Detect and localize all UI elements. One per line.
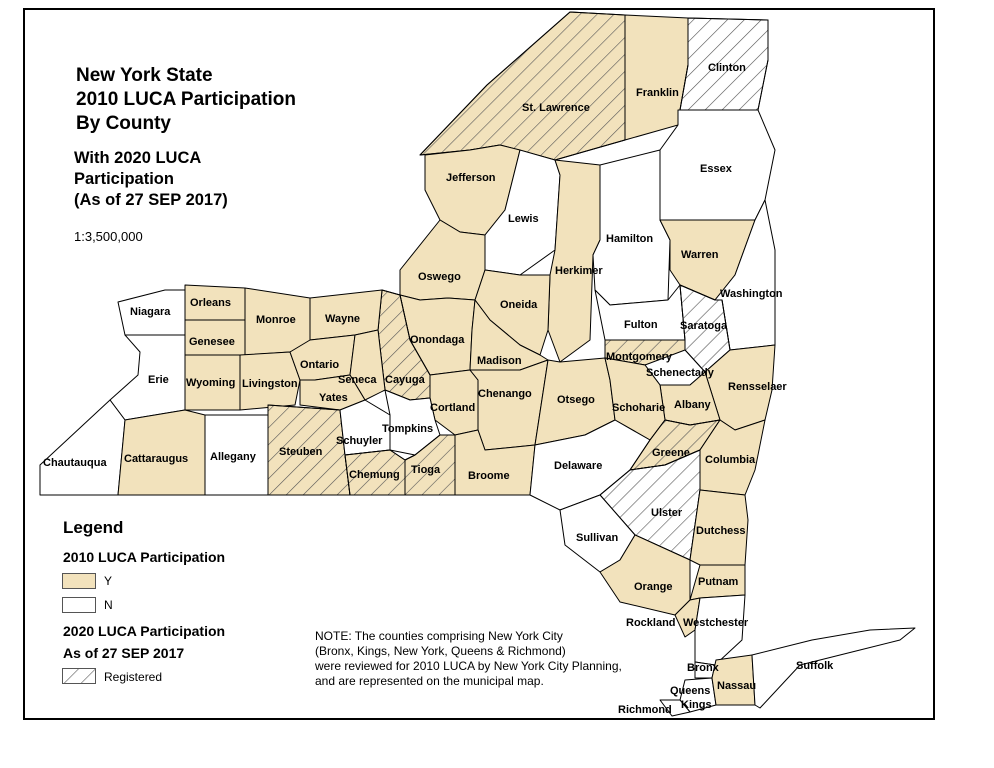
label-niagara: Niagara bbox=[130, 306, 171, 318]
legend-swatch-registered bbox=[62, 668, 96, 684]
label-fulton: Fulton bbox=[624, 319, 658, 331]
label-cortland: Cortland bbox=[430, 402, 476, 414]
label-richmond: Richmond bbox=[618, 704, 672, 716]
label-wayne: Wayne bbox=[325, 313, 361, 325]
county-st-lawrence-hatch bbox=[420, 12, 625, 160]
label-washington: Washington bbox=[720, 288, 783, 300]
label-genesee: Genesee bbox=[189, 336, 235, 348]
map-subtitle bbox=[74, 148, 228, 211]
map-scale: 1:3,500,000 bbox=[74, 229, 143, 244]
label-clinton: Clinton bbox=[708, 62, 746, 74]
label-yates: Yates bbox=[319, 392, 348, 404]
label-otsego: Otsego bbox=[557, 394, 595, 406]
label-schoharie: Schoharie bbox=[612, 402, 666, 414]
note-line-3: were reviewed for 2010 LUCA by New York City Planning, bbox=[315, 659, 622, 673]
map-title bbox=[76, 64, 296, 136]
legend-swatch-yes bbox=[62, 573, 96, 589]
label-suffolk: Suffolk bbox=[796, 660, 834, 672]
county-hamilton bbox=[593, 150, 670, 305]
label-warren: Warren bbox=[681, 249, 719, 261]
title-line-1: New York State bbox=[76, 65, 213, 86]
label-oneida: Oneida bbox=[500, 299, 538, 311]
subtitle-line-2: Participation bbox=[74, 170, 174, 188]
legend-2020-date: As of 27 SEP 2017 bbox=[63, 645, 185, 661]
legend-2010-heading: 2010 LUCA Participation bbox=[63, 549, 226, 565]
label-kings: Kings bbox=[681, 699, 712, 711]
label-albany: Albany bbox=[674, 399, 711, 411]
label-erie: Erie bbox=[148, 374, 169, 386]
county-chautauqua bbox=[40, 400, 125, 495]
label-franklin: Franklin bbox=[636, 87, 679, 99]
label-westchester: Westchester bbox=[683, 617, 749, 629]
subtitle-line-3: (As of 27 SEP 2017) bbox=[74, 191, 228, 209]
label-putnam: Putnam bbox=[698, 576, 739, 588]
label-madison: Madison bbox=[477, 355, 522, 367]
legend-2020-heading: 2020 LUCA Participation bbox=[63, 623, 226, 639]
legend-swatch-no bbox=[62, 597, 96, 613]
label-saratoga: Saratoga bbox=[680, 320, 728, 332]
label-tioga: Tioga bbox=[411, 464, 441, 476]
label-chemung: Chemung bbox=[349, 469, 400, 481]
label-nassau: Nassau bbox=[717, 680, 757, 692]
label-rensselaer: Rensselaer bbox=[728, 381, 787, 393]
note-line-4: and are represented on the municipal map. bbox=[315, 674, 544, 688]
label-sullivan: Sullivan bbox=[576, 532, 619, 544]
label-dutchess: Dutchess bbox=[696, 525, 746, 537]
label-cattaraugus: Cattaraugus bbox=[124, 453, 189, 465]
subtitle-line-1: With 2020 LUCA bbox=[74, 149, 202, 167]
label-orange: Orange bbox=[634, 581, 673, 593]
title-line-3: By County bbox=[76, 113, 171, 134]
label-delaware: Delaware bbox=[554, 460, 603, 472]
label-chenango: Chenango bbox=[478, 388, 532, 400]
label-montgomery: Montgomery bbox=[606, 351, 672, 363]
nyc-note bbox=[315, 629, 685, 689]
label-cayuga: Cayuga bbox=[385, 374, 425, 386]
label-columbia: Columbia bbox=[705, 454, 756, 466]
label-broome: Broome bbox=[468, 470, 510, 482]
note-line-2: (Bronx, Kings, New York, Queens & Richmond) bbox=[315, 644, 566, 658]
label-steuben: Steuben bbox=[279, 446, 323, 458]
note-line-1: NOTE: The counties comprising New York City bbox=[315, 629, 563, 643]
label-jefferson: Jefferson bbox=[446, 172, 496, 184]
label-ontario: Ontario bbox=[300, 359, 340, 371]
county-suffolk bbox=[752, 628, 915, 708]
label-queens: Queens bbox=[670, 685, 711, 697]
label-chautauqua: Chautauqua bbox=[43, 457, 107, 469]
label-rockland: Rockland bbox=[626, 617, 676, 629]
county-westchester bbox=[695, 595, 745, 665]
label-onondaga: Onondaga bbox=[410, 334, 465, 346]
label-tompkins: Tompkins bbox=[382, 423, 434, 435]
legend-heading: Legend bbox=[63, 518, 124, 537]
label-lewis: Lewis bbox=[508, 213, 539, 225]
label-herkimer: Herkimer bbox=[555, 265, 603, 277]
label-orleans: Orleans bbox=[190, 297, 231, 309]
label-st-lawrence: St. Lawrence bbox=[522, 102, 590, 114]
label-essex: Essex bbox=[700, 163, 732, 175]
legend-registered-label: Registered bbox=[104, 670, 163, 684]
label-bronx: Bronx bbox=[687, 662, 719, 674]
title-line-2: 2010 LUCA Participation bbox=[76, 89, 296, 110]
label-seneca: Seneca bbox=[338, 374, 377, 386]
label-livingston: Livingston bbox=[242, 378, 298, 390]
legend-no-label: N bbox=[104, 598, 113, 612]
label-greene: Greene bbox=[652, 447, 690, 459]
legend-yes-label: Y bbox=[104, 574, 113, 588]
label-schenectady: Schenectady bbox=[646, 367, 714, 379]
label-wyoming: Wyoming bbox=[186, 377, 236, 389]
label-monroe: Monroe bbox=[256, 314, 296, 326]
label-hamilton: Hamilton bbox=[606, 233, 654, 245]
label-ulster: Ulster bbox=[651, 507, 683, 519]
label-oswego: Oswego bbox=[418, 271, 461, 283]
label-schuyler: Schuyler bbox=[336, 435, 383, 447]
label-allegany: Allegany bbox=[210, 451, 256, 463]
